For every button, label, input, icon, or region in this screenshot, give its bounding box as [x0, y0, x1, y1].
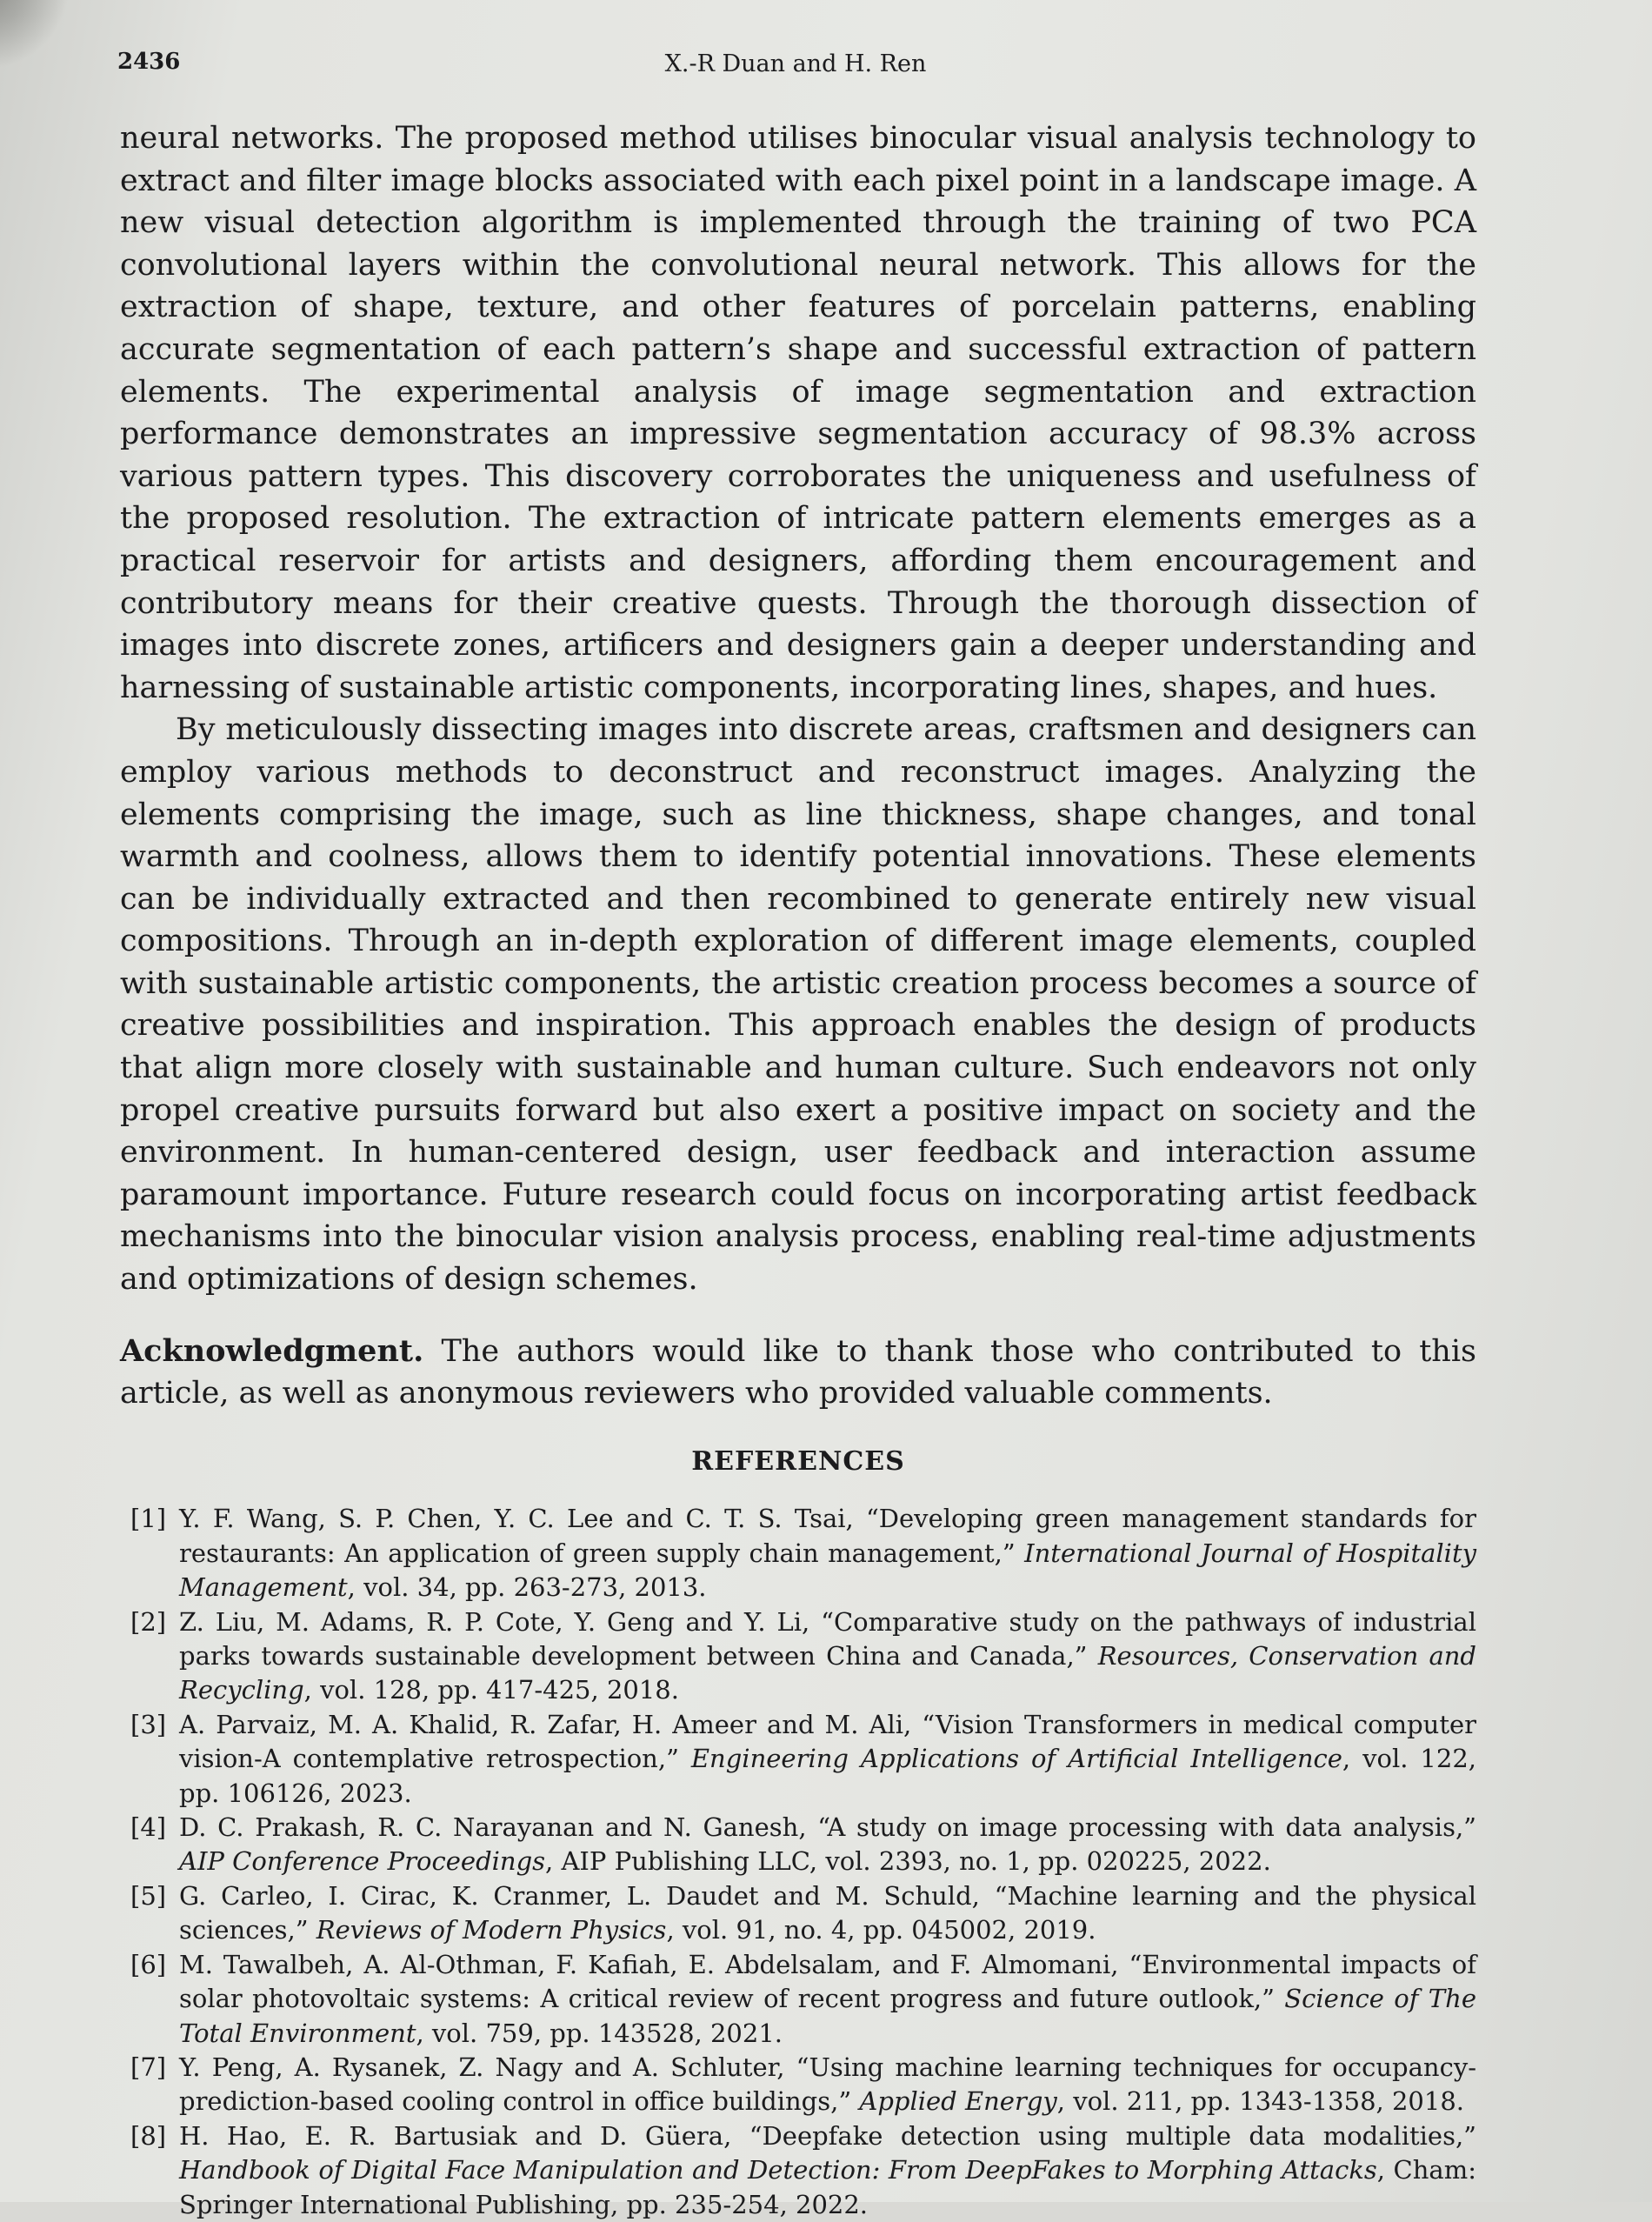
reference-item	[120, 1879, 1476, 1948]
reference-number: [8]	[130, 2120, 167, 2151]
reference-authors-title: D. C. Prakash, R. C. Narayanan and N. Ganesh, “A study on image processing with data analysis,”	[179, 1812, 1476, 1843]
running-head: X.-R Duan and H. Ren	[664, 50, 927, 77]
reference-journal: International Journal of Hospitality Management	[179, 1538, 1476, 1603]
reference-details: , vol. 34, pp. 263-273, 2013.	[347, 1572, 707, 1603]
reference-authors-title: M. Tawalbeh, A. Al-Othman, F. Kafiah, E. Abdelsalam, and F. Almomani, “Environmental impacts of solar photovoltaic systems: A critical review of recent progress and future outlook,”	[179, 1949, 1476, 2014]
reference-number: [5]	[130, 1880, 167, 1911]
corner-shadow	[0, 0, 70, 70]
reference-journal: Handbook of Digital Face Manipulation and Detection: From DeepFakes to Morphing Attacks	[179, 2155, 1377, 2185]
reference-journal: Reviews of Modern Physics	[316, 1915, 667, 1945]
reference-authors-title: H. Hao, E. R. Bartusiak and D. Güera, “Deepfake detection using multiple data modalities,”	[179, 2120, 1476, 2151]
reference-journal: Science of The Total Environment	[179, 1984, 1476, 2048]
reference-number: [2]	[130, 1606, 167, 1637]
reference-item	[120, 1948, 1476, 2051]
reference-journal: Applied Energy	[859, 2086, 1057, 2117]
body-paragraph-2: By meticulously dissecting images into discrete areas, craftsmen and designers can employ various methods to deconstruct and reconstruct images. Analyzing the elements comprising the image, such as line thickness, shape changes, and tonal warmth and coolness, allows them to identify potential innovations. These elements can be individually extracted and then recombined to generate entirely new visual compositions. Through an in-depth exploration of different image elements, coupled with sustainable artistic components, the artistic creation process becomes a source of creative possibilities and inspiration. This approach enables the design of products that align more closely with sustainable and human culture. Such endeavors not only propel creative pursuits forward but also exert a positive impact on society and the environment. In human-centered design, user feedback and interaction assume paramount importance. Future research could focus on incorporating artist feedback mechanisms into the binocular vision analysis process, enabling real-time adjustments and optimizations of design schemes.	[120, 712, 1476, 1298]
page-number: 2436	[117, 49, 181, 75]
reference-item	[120, 2051, 1476, 2119]
reference-number: [6]	[130, 1949, 167, 1979]
reference-item	[120, 2119, 1476, 2222]
reference-details: , vol. 122, pp. 106126, 2023.	[179, 1744, 1476, 1808]
reference-item	[120, 1502, 1476, 1605]
body-text	[120, 117, 1476, 2222]
reference-authors-title: Y. Peng, A. Rysanek, Z. Nagy and A. Schluter, “Using machine learning techniques for occupancy-prediction-based cooling control in office buildings,”	[179, 2052, 1476, 2117]
reference-number: [3]	[130, 1709, 167, 1739]
reference-number: [1]	[130, 1504, 167, 1534]
reference-journal: Resources, Conservation and Recycling	[179, 1641, 1476, 1705]
acknowledgment-heading: Acknowledgment.	[120, 1332, 424, 1369]
reference-details: , vol. 128, pp. 417-425, 2018.	[303, 1675, 679, 1705]
references-title: REFERENCES	[691, 1445, 905, 1477]
reference-details: , vol. 759, pp. 143528, 2021.	[416, 2018, 783, 2048]
reference-journal: AIP Conference Proceedings	[179, 1846, 546, 1877]
acknowledgment	[120, 1331, 1476, 1415]
reference-details: , Cham: Springer International Publishing, pp. 235-254, 2022.	[179, 2155, 1476, 2219]
reference-number: [4]	[130, 1812, 167, 1843]
page-header	[117, 45, 1474, 83]
reference-details: , vol. 211, pp. 1343-1358, 2018.	[1056, 2086, 1464, 2117]
reference-authors-title: A. Parvaiz, M. A. Khalid, R. Zafar, H. Ameer and M. Ali, “Vision Transformers in medical computer vision-A contemplative retrospection,”	[179, 1709, 1476, 1774]
reference-number: [7]	[130, 2052, 167, 2082]
acknowledgment-text: The authors would like to thank those who contributed to this article, as well as anonymous reviewers who provided valuable comments.	[120, 1333, 1476, 1411]
reference-details: , vol. 91, no. 4, pp. 045002, 2019.	[666, 1915, 1096, 1945]
body-paragraph-1: neural networks. The proposed method utilises binocular visual analysis technology to extract and filter image blocks associated with each pixel point in a landscape image. A new visual detection algorithm is implemented through the training of two PCA convolutional layers within the convolutional neural network. This allows for the extraction of shape, texture, and other features of porcelain patterns, enabling accurate segmentation of each pattern’s shape and successful extraction of pattern elements. The experimental analysis of image segmentation and extraction performance demonstrates an impressive segmentation accuracy of 98.3% across various pattern types. This discovery corroborates the uniqueness and usefulness of the proposed resolution. The extraction of intricate pattern elements emerges as a practical reservoir for artists and designers, affording them encouragement and contributory means for their creative quests. Through the thorough dissection of images into discrete zones, artificers and designers gain a deeper understanding and harnessing of sustainable artistic components, incorporating lines, shapes, and hues.	[120, 121, 1476, 705]
reference-journal: Engineering Applications of Artificial Intelligence	[690, 1744, 1342, 1774]
reference-details: , AIP Publishing LLC, vol. 2393, no. 1, pp. 020225, 2022.	[545, 1846, 1271, 1877]
reference-list	[120, 1502, 1476, 2222]
reference-authors-title: G. Carleo, I. Cirac, K. Cranmer, L. Daudet and M. Schuld, “Machine learning and the physical sciences,”	[179, 1880, 1476, 1945]
reference-item	[120, 1605, 1476, 1708]
reference-item	[120, 1811, 1476, 1879]
reference-item	[120, 1708, 1476, 1811]
reference-authors-title: Y. F. Wang, S. P. Chen, Y. C. Lee and C. T. S. Tsai, “Developing green management standards for restaurants: An application of green supply chain management,”	[179, 1504, 1476, 1568]
reference-authors-title: Z. Liu, M. Adams, R. P. Cote, Y. Geng and Y. Li, “Comparative study on the pathways of industrial parks towards sustainable development between China and Canada,”	[179, 1606, 1476, 1672]
